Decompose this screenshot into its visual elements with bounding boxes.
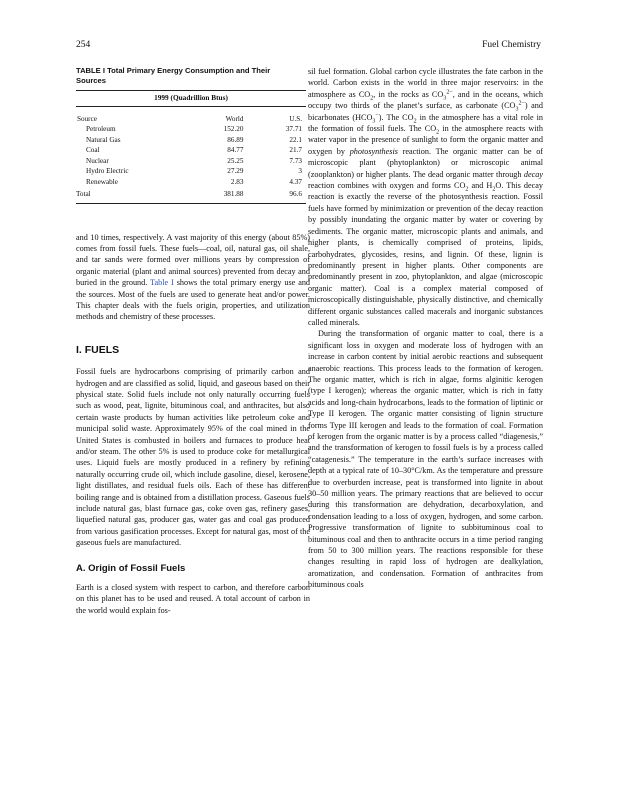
row-us: 37.71 — [285, 125, 302, 133]
total-us: 96.6 — [265, 187, 306, 203]
carbon-cycle-paragraph — [308, 66, 543, 328]
table-total-row — [76, 187, 306, 203]
row-us: 3 — [298, 167, 302, 175]
text-span: , in the rocks as CO — [373, 89, 444, 99]
table-row — [76, 124, 306, 135]
right-column — [308, 66, 543, 591]
text-span: sil fuel formation. Global carbon cycle illustrates the fate carbon in the world. Carbon exists in the world in three major reservoirs: in the atmosphere as CO — [308, 67, 543, 99]
row-us: 7.73 — [289, 156, 302, 165]
table-row — [76, 166, 306, 177]
row-world: 2.83 — [230, 177, 244, 186]
col-header-world: World — [225, 114, 244, 123]
text-span: ) and bicarbonates (HCO — [308, 101, 543, 122]
subscript: 2 — [436, 129, 440, 136]
subscript: 2 — [492, 186, 496, 193]
superscript: 2− — [518, 100, 525, 107]
text-span: and H — [468, 181, 493, 191]
table-row — [76, 156, 306, 167]
row-source: Petroleum — [86, 125, 116, 133]
emphasis-photosynthesis: photosynthesis — [349, 146, 398, 156]
text-span: in the atmosphere has a vital role in the formation of fossil fuels. The CO — [308, 112, 543, 134]
row-source: Renewable — [86, 177, 118, 186]
superscript: 2− — [446, 89, 453, 96]
col-header-us: U.S. — [289, 114, 302, 123]
text-span: , and in the oceans, which occupy two thirds of the planet’s surface, as carbonate (CO — [308, 89, 543, 111]
total-world: 381.88 — [182, 187, 266, 203]
text-span: ). The CO — [378, 112, 414, 122]
subscript: 3 — [515, 106, 519, 113]
row-source: Coal — [86, 146, 100, 154]
left-column — [76, 66, 310, 616]
text-span: reaction combines with oxygen and forms CO — [308, 181, 466, 191]
page-number: 254 — [76, 40, 91, 50]
coal-transformation-paragraph: During the transformation of organic matter to coal, there is a significant loss in oxygen and moderate loss of hydrogen with an increase in carbon content by initial aerobic reactions and subsequent anaerobic reactions. This process leads to the formation of kerogen. The organic matter, which is rich in algae, forms alginitic kerogen (type I kerogen); whereas the organic matter, which is rich in fatty acids and long-chain hydrocarbons, leads to the formation of liptinic or Type II kerogen. The organic matter consisting of lignin structure forms Type III kerogen and leads to the formation of coal. Formation of kerogen from the organic matter is by a process called “diagenesis,” and the transformation of kerogen to fossil fuels is by a process called “catagenesis.” The temperature in the earth’s surface increases with depth at a typical rate of 10–30°C/km. As the temperature and pressure due to overburden increase, peat is transformed into lignite in about 30–50 million years. The primary reactions that are believed to occur during this transformation are dehydration, decarboxylation, and condensation leading to a loss of oxygen, hydrogen, and some carbon. Progressive transformation of lignite to subbituminous coal to bituminous coal and then to anthracite occurs in a time period ranging from 50 to 300 million years. The reactions responsible for these changes resulting in rapid loss of hydrogen are dealkylation, aromatization, and condensation. Formation of anthracites from bituminous coals — [308, 329, 543, 590]
row-world: 152.20 — [223, 125, 244, 133]
origin-paragraph: Earth is a closed system with respect to carbon, and therefore carbon on this planet has to be used and reused. A total account of carbon in the world would explain fos- — [76, 583, 310, 615]
row-source: Natural Gas — [86, 135, 121, 144]
section-heading-fuels: I. FUELS — [76, 343, 120, 356]
running-head: Fuel Chemistry — [482, 40, 541, 50]
row-world: 86.89 — [227, 135, 244, 144]
intro-text-a: and 10 times, respectively. A vast majority of this energy (about 85%) comes from fossil fuels. These fuels—coal, oil, natural gas, oil shale, and tar sands were formed over millions years by compression of organic material (plant and animal sources) prevented from decay and buried in the ground. — [76, 232, 310, 288]
table-caption: TABLE I Total Primary Energy Consumption and Their Sources — [76, 66, 271, 85]
page-header — [76, 40, 541, 54]
emphasis-decay: decay — [523, 169, 544, 179]
text-span: in the atmosphere reacts with water vapor in the presence of sunlight to form the organic matter and oxygen by — [308, 124, 543, 156]
row-us: 22.1 — [289, 135, 302, 144]
text-span: reaction. The organic matter can be of microscopic plant (phytoplankton) or microscopic animal (zooplankton) or higher plants. The dead organic matter through — [308, 146, 544, 179]
intro-paragraph — [76, 232, 310, 323]
row-us: 21.7 — [289, 146, 302, 154]
col-header-source: Source — [77, 114, 97, 123]
total-label: Total — [76, 187, 182, 203]
table-row — [76, 135, 306, 146]
row-world: 25.25 — [227, 156, 244, 165]
subsection-heading-origin: A. Origin of Fossil Fuels — [76, 562, 186, 574]
energy-table — [76, 90, 306, 204]
superscript: − — [375, 111, 379, 118]
row-source: Hydro Electric — [86, 167, 129, 175]
table-row — [76, 177, 306, 188]
text-span: O. This decay reaction is exactly the reverse of the photosynthesis reaction. Fossil fuels have formed by minimization or prevention of the decay reaction by possibly inundating the organic matter by water or covering by sediments. The organic matter, microscopic plants and animals, and higher plants, is chemically comprised of proteins, lipids, carbohydrates, glycosides, resins, and lignin. Of these, lignin is predominantly present in higher plants. Other components are predominantly present in zoo, phytoplankton, and algae (microscopic organic matter). Coal is a complex material composed of microscopically distinguishable, physically distinctive, and chemically different organic substances called macerals and inorganic substances called minerals. — [308, 181, 543, 327]
row-world: 84.77 — [227, 146, 244, 154]
subscript: 3 — [372, 118, 376, 125]
subscript: 2 — [370, 95, 374, 102]
row-source: Nuclear — [86, 156, 109, 165]
table-units-header: 1999 (Quadrillion Btus) — [76, 91, 306, 107]
row-us: 4.37 — [289, 177, 302, 186]
fuels-paragraph: Fossil fuels are hydrocarbons comprising of primarily carbon and hydrogen and are classified as solid, liquid, and gaseous based on their physical state. Solid fuels include not only naturally occurring fuels such as wood, peat, lignite, bituminous coal, and anthracites, but also certain waste products by human activities like petroleum coke and municipal solid waste. Approximately 95% of the coal mined in the United States is combusted in boilers and furnaces to produce heat and/or steam. The other 5% is used to produce coke for metallurgical uses. Liquid fuels are mostly produced in a refinery by refining naturally occurring crude oil, which include gasoline, diesel, kerosene, light distillates, and residual fuels oils. Each of these has different boiling range and is obtained from a distillation process. Gaseous fuels include natural gas, blast furnace gas, coke oven gas, refinery gases, liquefied natural gas, producer gas, water gas and coal gas produced from various gasification processes. Except for natural gas, most of the gaseous fuels are manufactured. — [76, 367, 310, 548]
subscript: 3 — [443, 95, 447, 102]
subscript: 2 — [413, 118, 417, 125]
row-world: 27.29 — [227, 167, 244, 175]
intro-text-b: shows the total primary energy use and the sources. Most of the fuels are used to generate heat and/or power. This chapter deals with the fuels origin, properties, and utilization methods and chemistry of these processes. — [76, 278, 311, 322]
table-row — [76, 145, 306, 156]
table-reference-link[interactable]: Table I — [150, 278, 174, 288]
subscript: 2 — [465, 186, 469, 193]
